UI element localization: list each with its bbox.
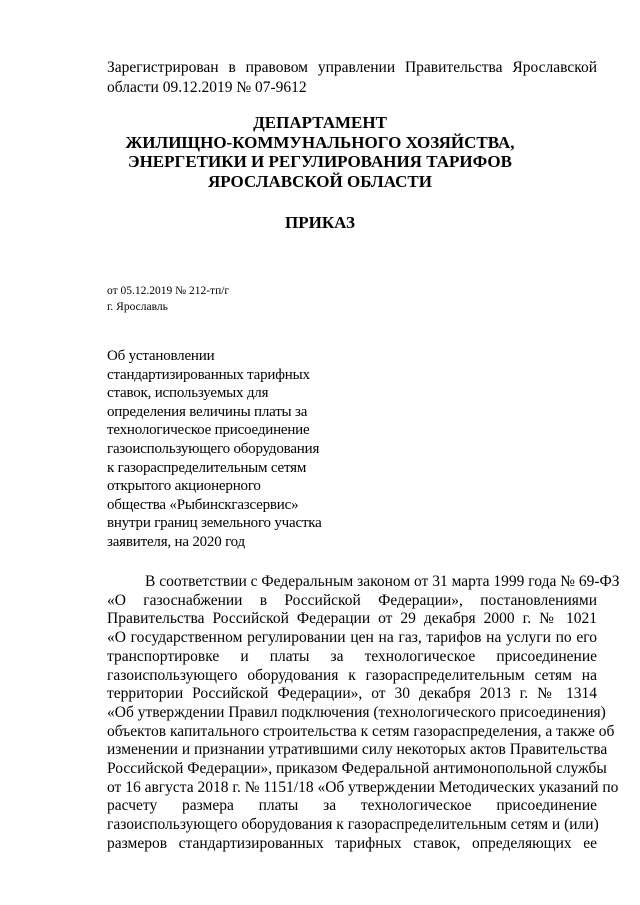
department-header-line: ДЕПАРТАМЕНТ	[253, 113, 387, 132]
subject-line: определения величины платы за	[107, 403, 308, 420]
body-line: транспортировке и платы за технологическое присоединение	[107, 647, 597, 665]
order-subject	[107, 347, 347, 552]
subject-line: внутри границ земельного участка	[107, 515, 322, 532]
subject-line: открытого акционерного	[107, 478, 261, 495]
department-header-line: ЯРОСЛАВСКОЙ ОБЛАСТИ	[208, 171, 432, 191]
subject-line: заявителя, на 2020 год	[107, 533, 245, 550]
body-line: Правительства Российской Федерации от 29 декабря 2000 г. № 1021	[107, 610, 597, 628]
body-paragraph	[107, 573, 620, 854]
body-line: от 16 августа 2018 г. № 1151/18 «Об утверждении Методических указаний по	[107, 778, 619, 796]
body-line: «О газоснабжении в Российской Федерации», постановлениями	[107, 591, 597, 609]
order-meta	[107, 283, 229, 315]
body-line: изменении и признании утратившими силу некоторых актов Правительства	[107, 741, 608, 759]
department-header	[0, 113, 640, 191]
body-line: газоиспользующего оборудования к газораспределительным сетям и (или)	[107, 816, 599, 834]
body-line: Российской Федерации», приказом Федеральной антимонопольной службы	[107, 760, 607, 778]
body-line: «О государственном регулировании цен на газ, тарифов на услуги по его	[107, 629, 597, 647]
subject-line: Об установлении	[107, 348, 215, 364]
registration-note	[107, 58, 597, 98]
body-line: В соответствии с Федеральным законом от 31 марта 1999 года № 69-ФЗ	[145, 573, 620, 590]
body-line: размеров стандартизированных тарифных ставок, определяющих ее	[107, 834, 597, 852]
department-header-line: ЖИЛИЩНО-КОММУНАЛЬНОГО ХОЗЯЙСТВА,	[125, 132, 515, 152]
subject-line: технологическое присоединение	[107, 422, 310, 439]
subject-line: стандартизированных тарифных	[107, 366, 310, 383]
subject-line: ставок, используемых для	[107, 385, 269, 402]
registration-line: Зарегистрирован в правовом управлении Правительства Ярославской	[107, 59, 597, 76]
order-city: г. Ярославль	[107, 301, 168, 313]
body-line: расчету размера платы за технологическое присоединение	[107, 797, 597, 815]
department-header-line: ЭНЕРГЕТИКИ И РЕГУЛИРОВАНИЯ ТАРИФОВ	[128, 152, 512, 171]
order-date-number: от 05.12.2019 № 212-тп/г	[107, 285, 230, 297]
body-line: газоиспользующего оборудования к газораспределительным сетям на	[107, 666, 597, 684]
order-title: ПРИКАЗ	[285, 213, 355, 232]
body-line: объектов капитального строительства к сетям газораспределения, а также об	[107, 722, 615, 740]
subject-line: общества «Рыбинскгазсервис»	[107, 496, 299, 513]
registration-line: области 09.12.2019 № 07-9612	[107, 79, 307, 96]
subject-line: к газораспределительным сетям	[107, 459, 307, 476]
body-line: «Об утверждении Правил подключения (технологического присоединения)	[107, 703, 606, 721]
body-line: территории Российской Федерации», от 30 декабря 2013 г. № 1314	[107, 685, 597, 703]
subject-line: газоиспользующего оборудования	[107, 440, 320, 457]
